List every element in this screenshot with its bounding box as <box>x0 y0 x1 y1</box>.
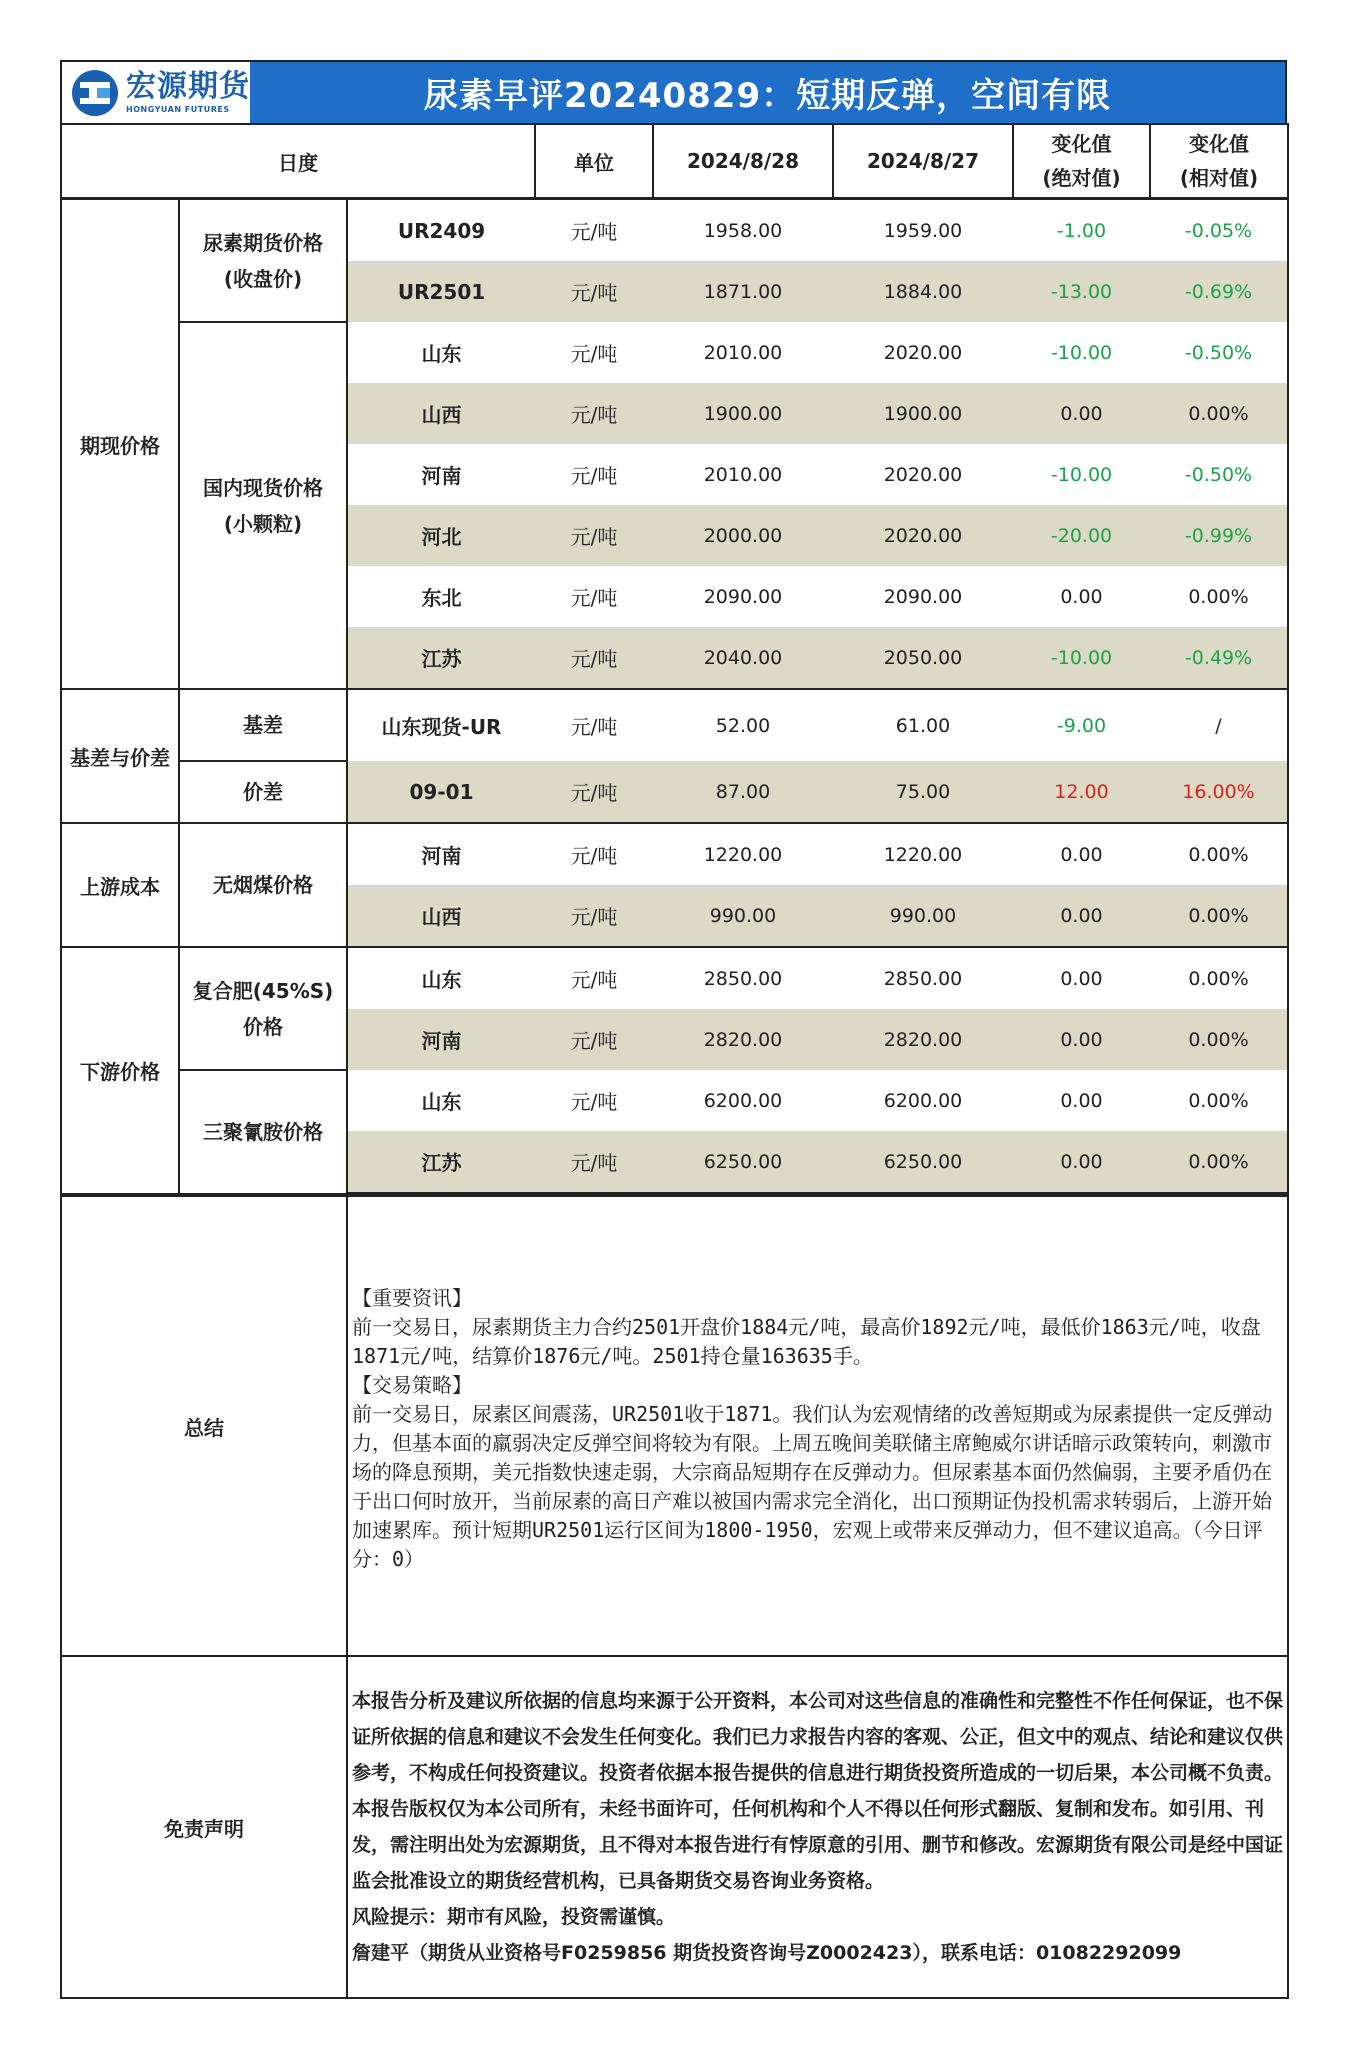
row-value-1: 2000.00 <box>653 505 833 566</box>
row-unit: 元/吨 <box>535 1009 653 1070</box>
row-change-relative: 0.00% <box>1150 1131 1288 1194</box>
subcategory-spread: 价差 <box>179 761 347 823</box>
subcategory-futures-line1: 尿素期货价格 <box>203 230 323 255</box>
analyst-contact: 詹建平（期货从业资格号F0259856 期货投资咨询号Z0002423），联系电话：01082292099 <box>352 1942 1182 1964</box>
row-value-1: 2010.00 <box>703 341 783 364</box>
header-date-1: 2024/8/28 <box>653 124 833 199</box>
logo-text <box>126 68 250 114</box>
row-unit: 元/吨 <box>535 823 653 885</box>
row-change-relative: 0.00% <box>1150 383 1288 444</box>
row-change-relative: 0.00% <box>1188 1089 1249 1112</box>
row-change-absolute: 0.00 <box>1013 1009 1150 1070</box>
row-item: 江苏 <box>347 1131 535 1194</box>
row-value-1: 2850.00 <box>653 947 833 1009</box>
header-change-relative-line1: 变化值 <box>1189 132 1249 156</box>
subcategory-futures <box>179 199 347 323</box>
report <box>60 60 1287 1999</box>
row-value-2: 2850.00 <box>833 947 1013 1009</box>
disclaimer-row <box>61 1656 1288 1998</box>
subcategory-futures-line2: (收盘价) <box>223 266 303 291</box>
row-change-relative: -0.99% <box>1150 505 1288 566</box>
row-value-1: 2040.00 <box>653 627 833 689</box>
row-item: 山西 <box>347 885 535 947</box>
row-value-2: 1884.00 <box>833 261 1013 322</box>
company-logo <box>62 62 250 123</box>
row-value-2: 1959.00 <box>883 219 963 242</box>
row-value-1: 1220.00 <box>653 823 833 885</box>
row-item: 江苏 <box>347 627 535 689</box>
row-item: 09-01 <box>347 761 535 823</box>
row-value-1: 87.00 <box>653 761 833 823</box>
header-label: 日度 <box>61 124 535 199</box>
row-change-relative: -0.50% <box>1184 463 1253 486</box>
row-change-absolute: 0.00 <box>1013 383 1150 444</box>
subcategory-compound-line2: 价格 <box>243 1014 283 1039</box>
summary-body <box>347 1196 1288 1656</box>
table-row <box>61 199 1288 262</box>
row-unit: 元/吨 <box>570 586 618 610</box>
row-change-absolute: -10.00 <box>1050 341 1113 364</box>
row-unit: 元/吨 <box>570 464 618 488</box>
header-change-absolute <box>1013 124 1150 199</box>
row-unit: 元/吨 <box>570 342 618 366</box>
table-row <box>61 947 1288 1009</box>
row-change-relative: 0.00% <box>1150 947 1288 1009</box>
row-item: 山东 <box>421 1090 462 1114</box>
header-change-absolute-line2: (绝对值) <box>1042 166 1121 190</box>
logo-name-en: HONGYUAN FUTURES <box>126 104 230 114</box>
row-change-absolute: 0.00 <box>1013 823 1150 885</box>
header-change-absolute-line1: 变化值 <box>1051 132 1112 156</box>
row-unit: 元/吨 <box>535 761 653 823</box>
row-value-2: 2020.00 <box>883 463 963 486</box>
subcategory-melamine: 三聚氰胺价格 <box>179 1070 347 1194</box>
category-upstream: 上游成本 <box>61 823 179 947</box>
table-row <box>61 761 1288 823</box>
report-header <box>60 60 1287 123</box>
row-change-relative: -0.69% <box>1150 261 1288 322</box>
header-unit: 单位 <box>535 124 653 199</box>
row-value-1: 990.00 <box>653 885 833 947</box>
row-item: 东北 <box>421 586 462 610</box>
row-value-1: 1958.00 <box>703 219 783 242</box>
row-change-absolute: 0.00 <box>1060 585 1103 608</box>
row-value-1: 1900.00 <box>653 383 833 444</box>
row-item: 山东 <box>421 342 462 366</box>
row-item: 河南 <box>421 464 462 488</box>
row-change-absolute: -10.00 <box>1013 627 1150 689</box>
table-row <box>61 823 1288 885</box>
row-change-absolute: 0.00 <box>1013 947 1150 1009</box>
row-value-1: 6250.00 <box>653 1131 833 1194</box>
table-row <box>61 322 1288 383</box>
row-change-absolute: -9.00 <box>1013 689 1150 761</box>
subcategory-spot-line2: (小颗粒) <box>223 511 303 536</box>
row-value-2: 6250.00 <box>833 1131 1013 1194</box>
row-change-absolute: -20.00 <box>1013 505 1150 566</box>
summary-table <box>60 1195 1289 1999</box>
row-change-absolute: 0.00 <box>1013 1131 1150 1194</box>
summary-label: 总结 <box>61 1196 347 1656</box>
table-row <box>61 1070 1288 1131</box>
subcategory-spot <box>179 322 347 689</box>
summary-row <box>61 1196 1288 1656</box>
subcategory-basis: 基差 <box>179 689 347 761</box>
row-unit: 元/吨 <box>570 1090 618 1114</box>
row-value-2: 61.00 <box>833 689 1013 761</box>
row-change-relative: 0.00% <box>1150 1009 1288 1070</box>
row-unit: 元/吨 <box>535 689 653 761</box>
price-table <box>60 123 1289 1195</box>
row-change-absolute: 0.00 <box>1060 1089 1103 1112</box>
subcategory-spot-line1: 国内现货价格 <box>203 475 323 500</box>
row-item: 山西 <box>347 383 535 444</box>
row-change-absolute: -13.00 <box>1013 261 1150 322</box>
row-value-2: 990.00 <box>833 885 1013 947</box>
row-change-relative: 0.00% <box>1150 823 1288 885</box>
row-item: 山东现货-UR <box>347 689 535 761</box>
row-value-1: 6200.00 <box>703 1089 783 1112</box>
row-item: UR2409 <box>397 218 486 243</box>
disclaimer-label: 免责声明 <box>61 1656 347 1998</box>
row-change-relative: 0.00% <box>1188 585 1249 608</box>
row-unit: 元/吨 <box>535 383 653 444</box>
row-unit: 元/吨 <box>535 1131 653 1194</box>
row-change-relative: -0.49% <box>1150 627 1288 689</box>
subcategory-compound <box>179 947 347 1070</box>
subcategory-coal: 无烟煤价格 <box>179 823 347 947</box>
header-date-2: 2024/8/27 <box>833 124 1013 199</box>
row-item: 河南 <box>347 823 535 885</box>
row-change-absolute: -10.00 <box>1050 463 1113 486</box>
row-value-2: 1220.00 <box>833 823 1013 885</box>
row-unit: 元/吨 <box>535 947 653 1009</box>
row-value-1: 2090.00 <box>703 585 783 608</box>
news-heading: 【重要资讯】 <box>352 1286 472 1310</box>
row-item: UR2501 <box>347 261 535 322</box>
row-unit: 元/吨 <box>535 505 653 566</box>
row-change-relative: 16.00% <box>1150 761 1288 823</box>
row-change-absolute: 12.00 <box>1013 761 1150 823</box>
row-change-relative: -0.05% <box>1184 219 1253 242</box>
row-change-absolute: -1.00 <box>1056 219 1107 242</box>
row-value-2: 2020.00 <box>883 341 963 364</box>
header-change-relative <box>1150 124 1288 199</box>
subcategory-compound-line1: 复合肥(45%S) <box>192 978 334 1003</box>
row-item: 河北 <box>347 505 535 566</box>
row-value-2: 2020.00 <box>833 505 1013 566</box>
row-value-2: 2050.00 <box>833 627 1013 689</box>
row-item: 山东 <box>347 947 535 1009</box>
row-unit: 元/吨 <box>535 627 653 689</box>
row-value-1: 1871.00 <box>653 261 833 322</box>
logo-name-cn: 宏源期货 <box>126 68 250 104</box>
disclaimer-text: 本报告分析及建议所依据的信息均来源于公开资料，本公司对这些信息的准确性和完整性不作任何保证，也不保证所依据的信息和建议不会发生任何变化。我们已力求报告内容的客观、公正，但文中的观点、结论和建议仅供参考，不构成任何投资建议。投资者依据本报告提供的信息进行期货投资所造成的一切后果，本公司概不负责。本报告版权仅为本公司所有，未经书面许可，任何机构和个人不得以任何形式翻版、复制和发布。如引用、刊发，需注明出处为宏源期货，且不得对本报告进行有悖原意的引用、删节和修改。宏源期货有限公司是经中国证监会批准设立的期货经营机构，已具备期货交易咨询业务资格。 <box>352 1690 1284 1892</box>
disclaimer-body <box>347 1656 1288 1998</box>
row-value-2: 6200.00 <box>883 1089 963 1112</box>
row-change-absolute: 0.00 <box>1013 885 1150 947</box>
row-value-2: 2090.00 <box>883 585 963 608</box>
row-value-2: 2820.00 <box>833 1009 1013 1070</box>
table-header-row <box>61 124 1288 199</box>
strategy-heading: 【交易策略】 <box>352 1373 472 1397</box>
news-text: 前一交易日，尿素期货主力合约2501开盘价1884元/吨，最高价1892元/吨，最低价1863元/吨，收盘1871元/吨，结算价1876元/吨。2501持仓量163635手。 <box>352 1315 1261 1368</box>
row-value-2: 1900.00 <box>833 383 1013 444</box>
row-value-1: 2010.00 <box>703 463 783 486</box>
row-unit: 元/吨 <box>535 261 653 322</box>
header-change-relative-line2: (相对值) <box>1179 166 1259 190</box>
row-unit: 元/吨 <box>535 885 653 947</box>
strategy-text: 前一交易日，尿素区间震荡，UR2501收于1871。我们认为宏观情绪的改善短期或为尿素提供一定反弹动力，但基本面的羸弱决定反弹空间将较为有限。上周五晚间美联储主席鲍威尔讲话暗示政策转向，刺激市场的降息预期，美元指数快速走弱，大宗商品短期存在反弹动力。但尿素基本面仍然偏弱，主要矛盾仍在于出口何时放开，当前尿素的高日产难以被国内需求完全消化，出口预期证伪投机需求转弱后，上游开始加速累库。预计短期UR2501运行区间为1800-1950，宏观上或带来反弹动力，但不建议追高。（今日评分：0） <box>352 1402 1273 1571</box>
row-item: 河南 <box>347 1009 535 1070</box>
category-basis: 基差与价差 <box>61 689 179 823</box>
row-value-1: 52.00 <box>653 689 833 761</box>
row-change-relative: -0.50% <box>1184 341 1253 364</box>
risk-notice: 风险提示：期市有风险，投资需谨慎。 <box>352 1906 676 1928</box>
category-spot-futures: 期现价格 <box>61 199 179 690</box>
row-value-1: 2820.00 <box>653 1009 833 1070</box>
row-change-relative: 0.00% <box>1150 885 1288 947</box>
row-value-2: 75.00 <box>833 761 1013 823</box>
row-unit: 元/吨 <box>570 220 618 244</box>
logo-mark-icon <box>70 68 120 118</box>
category-downstream: 下游价格 <box>61 947 179 1194</box>
row-change-relative: / <box>1150 689 1288 761</box>
table-row <box>61 689 1288 761</box>
report-title: 尿素早评20240829：短期反弹，空间有限 <box>250 62 1285 123</box>
